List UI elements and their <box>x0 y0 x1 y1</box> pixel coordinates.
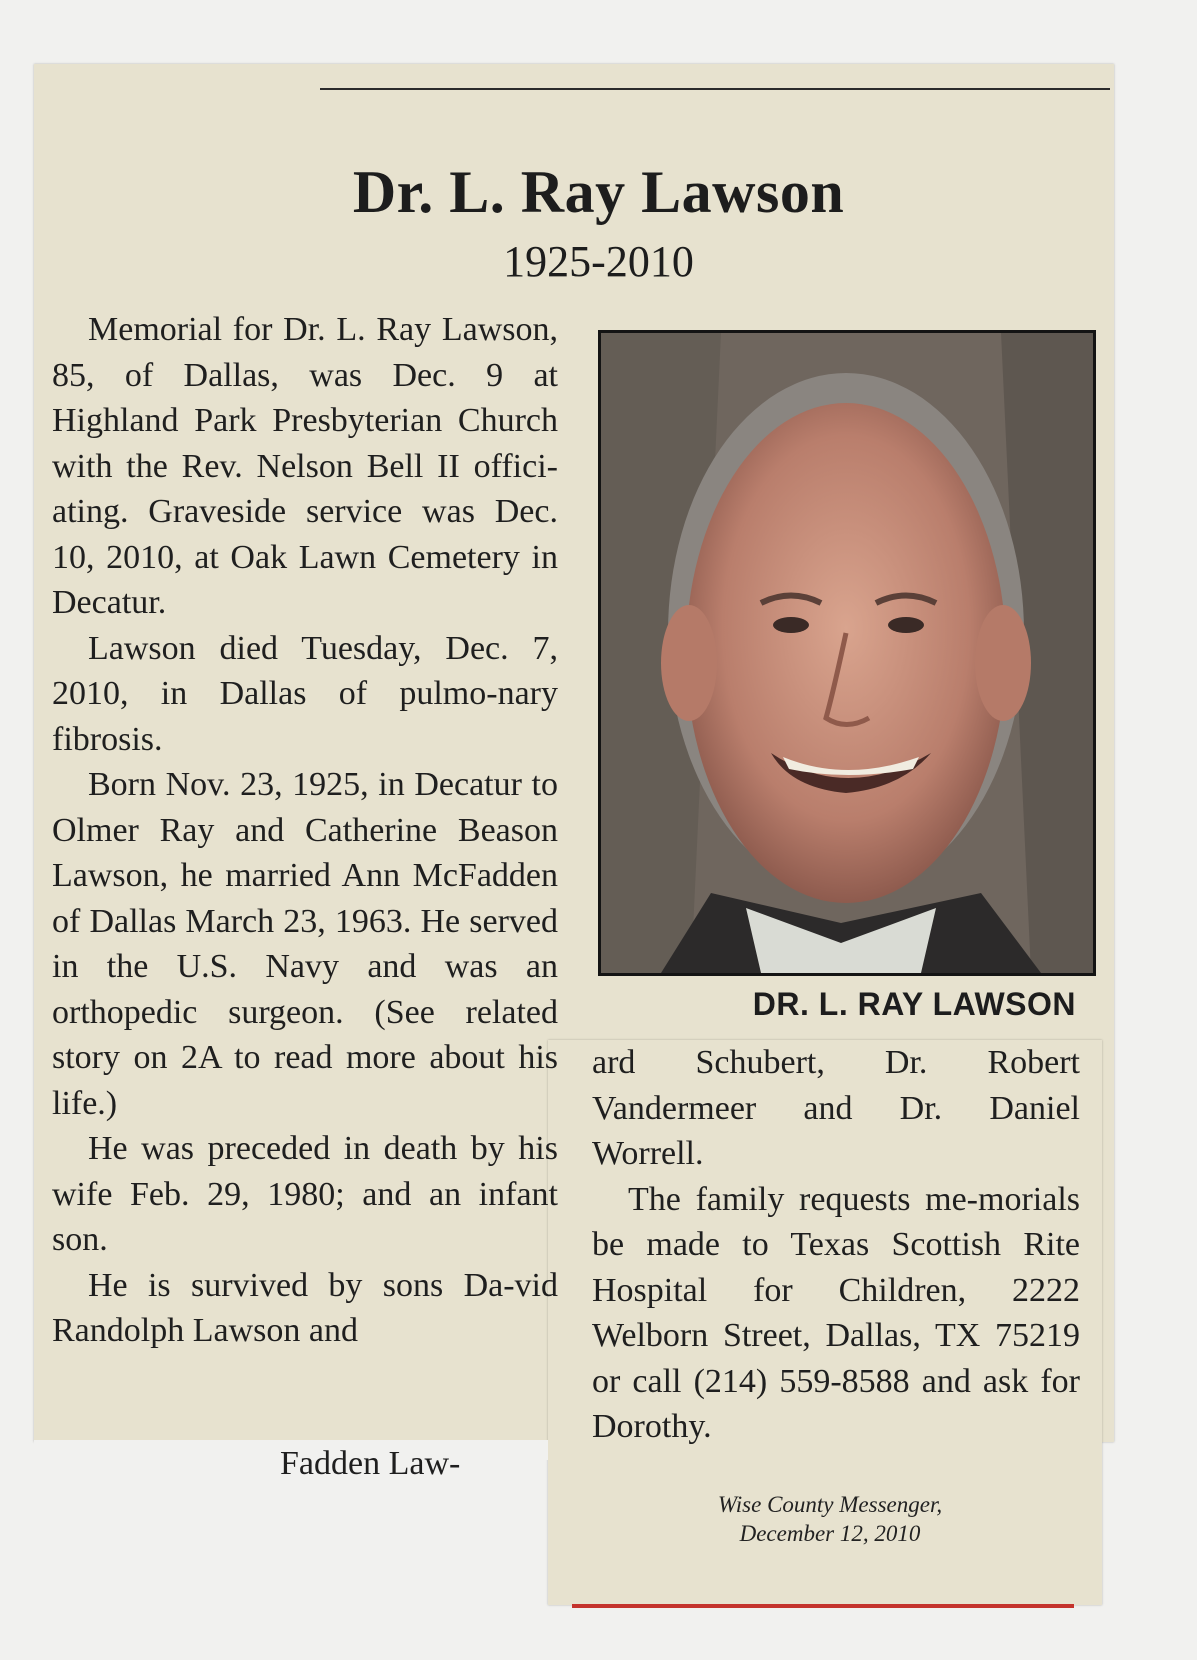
publication-date: December 12, 2010 <box>739 1521 921 1546</box>
publication-name: Wise County Messenger, <box>717 1492 943 1517</box>
paragraph-preceded: He was preceded in death by his wife Feb. 29, 1980; and an infant son. <box>52 1130 558 1258</box>
obituary-years: 1925-2010 <box>503 237 694 286</box>
paragraph-death: Lawson died Tuesday, Dec. 7, 2010, in Dallas of pulmo-nary fibrosis. <box>52 629 558 758</box>
right-column <box>592 1040 1080 1450</box>
paragraph-survivors-cont: ard Schubert, Dr. Robert Vandermeer and Dr. Daniel Worrell. <box>592 1044 1080 1172</box>
paragraph-survived: He is survived by sons Da-vid Randolph Lawson and <box>52 1266 558 1349</box>
top-rule <box>320 88 1110 90</box>
paragraph-memorials: The family requests me-morials be made to Texas Scottish Rite Hospital for Children, 2222 Welborn Street, Dallas, TX 75219 or call (214) 559-8588 and ask for Dorothy. <box>592 1180 1080 1445</box>
portrait-photo <box>598 330 1096 976</box>
torn-text-fragment: Fadden Law- <box>280 1445 461 1482</box>
obituary-title: Dr. L. Ray Lawson <box>352 159 845 225</box>
left-column <box>52 307 558 1354</box>
portrait-image <box>601 333 1093 973</box>
photo-caption: DR. L. RAY LAWSON <box>752 986 1076 1022</box>
paragraph-memorial: Memorial for Dr. L. Ray Lawson, 85, of Dallas, was Dec. 9 at Highland Park Presbyterian Church with the Rev. Nelson Bell II offici-ating. Graveside service was Dec. 10, 2010, at Oak Lawn Cemetery in Decatur. <box>52 311 558 621</box>
red-rule <box>572 1604 1074 1608</box>
publication-credit <box>600 1490 1060 1548</box>
paragraph-birth: Born Nov. 23, 1925, in Decatur to Olmer Ray and Catherine Beason Lawson, he married Ann McFadden of Dallas March 23, 1963. He served in the U.S. Navy and was an orthopedic surgeon. (See related story on 2A to read more about his life.) <box>52 766 558 1122</box>
